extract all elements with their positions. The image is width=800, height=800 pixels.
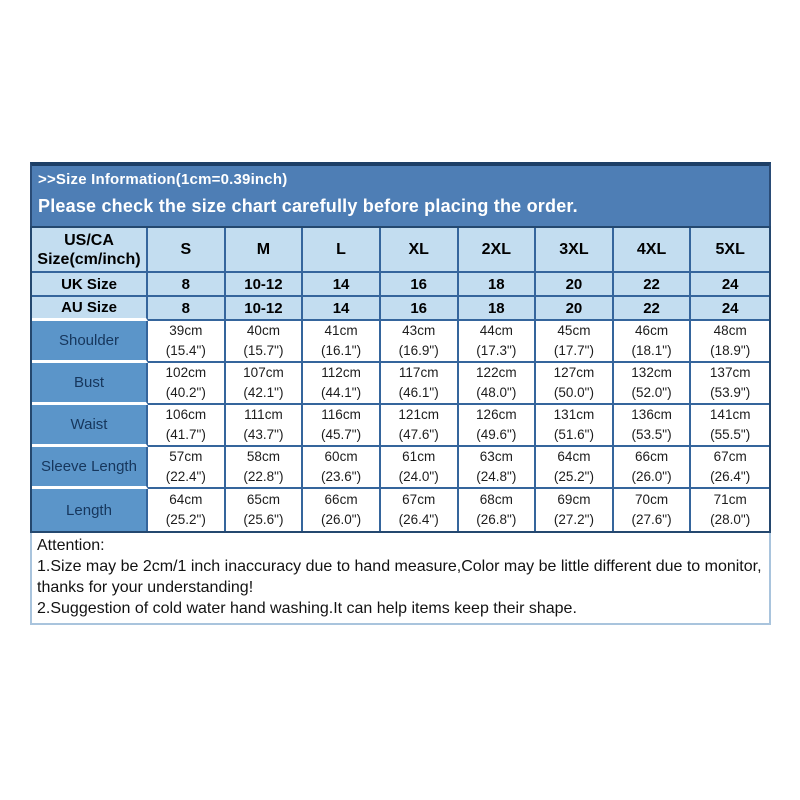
measurement-value-cell [381,321,459,363]
value-cm: 70cm [635,492,669,507]
measurement-value-cell [303,489,381,531]
measurement-value-cell [226,321,304,363]
value-cm: 116cm [321,407,361,422]
value-inch: (47.6") [398,427,439,442]
measurement-value-cell [381,405,459,447]
value-cm: 106cm [165,407,207,422]
attention-line: 2.Suggestion of cold water hand washing.It can help items keep their shape. [37,600,577,617]
value-inch: (53.5") [631,427,672,442]
value-cm: 45cm [557,323,591,338]
measurement-value-cell [536,489,614,531]
measurement-value-cell [148,405,226,447]
value-inch: (18.9") [710,343,751,358]
value-cm: 117cm [398,365,439,380]
value-inch: (27.6") [631,512,672,527]
value-inch: (22.8") [243,469,284,484]
measurement-value-cell [459,363,537,405]
measurement-row-label: Length [32,489,148,531]
value-cm: 102cm [165,365,207,380]
value-cm: 121cm [398,407,439,422]
size-col-header: 5XL [691,228,769,273]
measurement-value-cell [226,405,304,447]
value-inch: (27.2") [553,512,594,527]
value-inch: (53.9") [710,385,751,400]
value-cm: 41cm [324,323,358,338]
measurement-row-label: Shoulder [32,321,148,363]
value-inch: (25.2") [165,512,206,527]
value-inch: (26.4") [398,512,439,527]
measurement-row [32,363,769,405]
measurement-value-cell [614,321,692,363]
value-inch: (22.4") [165,469,206,484]
measurement-row [32,321,769,363]
conversion-value-cell: 16 [381,273,459,297]
conversion-row-label: UK Size [32,273,148,297]
value-cm: 39cm [169,323,203,338]
size-col-header: XL [381,228,459,273]
measurement-row-label: Waist [32,405,148,447]
banner-title: >>Size Information(1cm=0.39inch) [38,171,288,188]
value-cm: 137cm [709,365,751,380]
value-cm: 40cm [246,323,280,338]
value-cm: 122cm [476,365,517,380]
conversion-row [32,273,769,297]
value-cm: 132cm [631,365,672,380]
measurement-value-cell [691,447,769,489]
measurement-value-cell [459,447,537,489]
value-inch: (24.8") [476,469,517,484]
measurement-row [32,489,769,531]
size-table-wrapper [30,226,771,533]
measurement-row [32,405,769,447]
conversion-value-cell: 8 [148,297,226,321]
conversion-value-cell: 16 [381,297,459,321]
value-cm: 69cm [557,492,591,507]
size-info-sheet [30,162,771,625]
measurement-value-cell [614,363,692,405]
value-cm: 60cm [324,449,358,464]
value-cm: 64cm [557,449,591,464]
value-cm: 44cm [479,323,513,338]
measurement-value-cell [459,405,537,447]
measurement-value-cell [226,447,304,489]
value-cm: 65cm [246,492,280,507]
value-inch: (44.1") [321,385,362,400]
size-col-header: S [148,228,226,273]
value-inch: (51.6") [553,427,594,442]
value-cm: 63cm [479,449,513,464]
value-inch: (48.0") [476,385,517,400]
value-cm: 46cm [635,323,669,338]
value-inch: (25.2") [553,469,594,484]
value-inch: (26.8") [476,512,517,527]
corner-line2: Size(cm/inch) [37,250,141,268]
value-inch: (26.4") [710,469,751,484]
measurement-row-label: Bust [32,363,148,405]
corner-line1: US/CA [64,231,114,249]
measurement-value-cell [148,489,226,531]
measurement-value-cell [148,321,226,363]
measurement-value-cell [691,405,769,447]
attention-line: thanks for your understanding! [37,579,254,596]
measurement-value-cell [303,321,381,363]
measurement-value-cell [459,489,537,531]
measurement-value-cell [381,447,459,489]
measurement-row-label: Sleeve Length [32,447,148,489]
conversion-value-cell: 22 [614,273,692,297]
measurement-value-cell [303,447,381,489]
value-inch: (40.2") [165,385,206,400]
value-cm: 58cm [246,449,280,464]
measurement-value-cell [614,489,692,531]
value-inch: (24.0") [398,469,439,484]
value-cm: 131cm [553,407,595,422]
measurement-value-cell [691,321,769,363]
conversion-row [32,297,769,321]
measurement-value-cell [614,405,692,447]
value-inch: (15.4") [165,343,206,358]
value-inch: (18.1") [631,343,672,358]
value-cm: 67cm [713,449,747,464]
measurement-value-cell [536,447,614,489]
conversion-value-cell: 20 [536,297,614,321]
value-inch: (17.7") [553,343,594,358]
corner-header-cell [32,228,148,273]
value-inch: (50.0") [553,385,594,400]
measurement-value-cell [303,363,381,405]
value-cm: 126cm [476,407,517,422]
conversion-value-cell: 20 [536,273,614,297]
conversion-value-cell: 22 [614,297,692,321]
measurement-value-cell [459,321,537,363]
value-cm: 66cm [635,449,669,464]
value-inch: (52.0") [631,385,672,400]
measurement-value-cell [536,405,614,447]
conversion-value-cell: 14 [303,273,381,297]
value-cm: 111cm [244,407,283,422]
value-cm: 127cm [553,365,595,380]
measurement-value-cell [303,405,381,447]
measurement-value-cell [148,363,226,405]
banner-subtitle: Please check the size chart carefully before placing the order. [38,196,578,216]
conversion-value-cell: 24 [691,273,769,297]
conversion-value-cell: 10-12 [226,297,304,321]
value-cm: 67cm [402,492,436,507]
value-inch: (25.6") [243,512,284,527]
measurement-row [32,447,769,489]
size-info-banner [30,162,771,226]
measurement-value-cell [536,321,614,363]
size-table-body [32,273,769,531]
measurement-value-cell [381,489,459,531]
value-inch: (46.1") [398,385,439,400]
size-col-header: 3XL [536,228,614,273]
measurement-value-cell [536,363,614,405]
size-col-header: 2XL [459,228,537,273]
size-col-header: L [303,228,381,273]
value-cm: 48cm [713,323,747,338]
size-table [32,228,769,531]
value-inch: (55.5") [710,427,751,442]
conversion-value-cell: 14 [303,297,381,321]
value-cm: 112cm [321,365,361,380]
value-inch: (17.3") [476,343,517,358]
value-inch: (42.1") [243,385,284,400]
value-inch: (28.0") [710,512,751,527]
value-inch: (15.7") [243,343,284,358]
value-inch: (23.6") [321,469,362,484]
value-inch: (49.6") [476,427,517,442]
conversion-value-cell: 10-12 [226,273,304,297]
measurement-value-cell [614,447,692,489]
value-cm: 66cm [324,492,358,507]
value-inch: (45.7") [321,427,362,442]
measurement-value-cell [148,447,226,489]
size-header-row [32,228,769,273]
attention-note [30,533,771,625]
value-cm: 136cm [631,407,672,422]
value-cm: 61cm [402,449,436,464]
value-inch: (16.1") [321,343,362,358]
size-col-header: M [226,228,304,273]
value-cm: 43cm [402,323,436,338]
value-cm: 141cm [709,407,751,422]
value-inch: (43.7") [243,427,284,442]
conversion-value-cell: 24 [691,297,769,321]
value-inch: (41.7") [165,427,206,442]
measurement-value-cell [691,489,769,531]
conversion-value-cell: 18 [459,273,537,297]
measurement-value-cell [226,489,304,531]
value-cm: 68cm [479,492,513,507]
measurement-value-cell [381,363,459,405]
attention-line: 1.Size may be 2cm/1 inch inaccuracy due to hand measure,Color may be little different due to monitor, [37,558,762,575]
value-inch: (26.0") [321,512,362,527]
measurement-value-cell [226,363,304,405]
value-cm: 71cm [713,492,747,507]
conversion-value-cell: 8 [148,273,226,297]
value-cm: 57cm [169,449,203,464]
conversion-row-label: AU Size [32,297,148,321]
value-inch: (26.0") [631,469,672,484]
measurement-value-cell [691,363,769,405]
conversion-value-cell: 18 [459,297,537,321]
value-cm: 107cm [243,365,284,380]
attention-title: Attention: [37,537,105,554]
size-col-header: 4XL [614,228,692,273]
value-cm: 64cm [169,492,203,507]
value-inch: (16.9") [398,343,439,358]
